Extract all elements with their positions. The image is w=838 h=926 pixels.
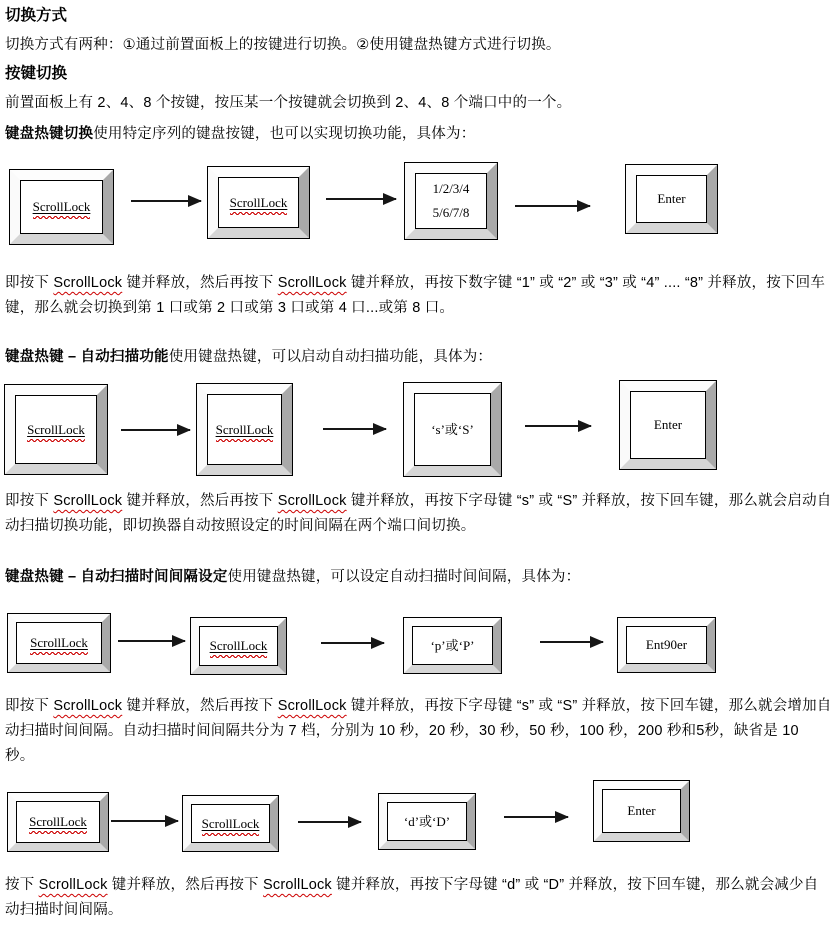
- arrow-right-icon: [121, 429, 190, 431]
- keycap-face: [412, 626, 493, 665]
- arrow-right-icon: [118, 640, 185, 642]
- paragraph-hotkey-lead: 键盘热键切换使用特定序列的键盘按键，也可以实现切换功能，具体为：: [5, 126, 476, 142]
- arrow-right-icon: [298, 821, 361, 823]
- arrow-right-icon: [504, 816, 568, 818]
- arrow-right-icon: [515, 205, 590, 207]
- paragraph-interval-lead: 键盘热键 – 自动扫描时间间隔设定使用键盘热键，可以设定自动扫描时间间隔，具体为：: [5, 569, 581, 585]
- keycap-label: Enter: [627, 803, 656, 818]
- keycap-scrolllock: [10, 170, 113, 244]
- paragraph-seq2: 即按下 ScrollLock 键并释放，然后再按下 ScrollLock 键并释放，再按下字母键 “s” 或 “S” 并释放，按下回车键，那么就会启动自动扫描切换功能，即切换器自动按照设定的时间间隔在两个端口间切换。: [5, 493, 832, 534]
- keycap-label: ‘s’或‘S’: [431, 421, 474, 437]
- keycap-label: Enter: [657, 191, 686, 206]
- keycap-label: ScrollLock: [30, 635, 88, 650]
- keycap-scrolllock: [8, 614, 110, 672]
- keycap-label: ScrollLock: [229, 194, 288, 210]
- keycap-face: [16, 622, 102, 664]
- keycap-enter: [594, 781, 689, 841]
- keycap-scrolllock: [5, 385, 107, 474]
- keycap-enter: [620, 381, 716, 469]
- paragraph-seq1: 即按下 ScrollLock 键并释放，然后再按下 ScrollLock 键并释放，再按下数字键 “1” 或 “2” 或 “3” 或 “4” .... “8” 并释放，按下回车键，那么就会切换到第 1 口或第 2 口或第 3 口或第 4 口...或第 8 口。: [5, 275, 826, 316]
- keycap-face: [15, 395, 97, 464]
- keycap-enter: [626, 165, 717, 233]
- keycap-letter-d: [379, 794, 475, 849]
- arrow-right-icon: [131, 200, 201, 202]
- keycap-label-2: 5/6/7/8: [432, 204, 470, 220]
- keycap-enter: [618, 618, 715, 672]
- keycap-face: [414, 393, 491, 466]
- heading-button-switch: 按键切换: [5, 65, 68, 82]
- keycap-face: [207, 394, 282, 465]
- keycap-face: [636, 175, 707, 223]
- heading-switch-method: 切换方式: [5, 7, 68, 24]
- keycap-scrolllock: [8, 793, 108, 851]
- keycap-face: [16, 801, 100, 843]
- arrow-right-icon: [326, 198, 396, 200]
- keycap-face: [415, 173, 487, 229]
- keycap-label: ScrollLock: [209, 638, 268, 653]
- paragraph-buttons: 前置面板上有 2、4、8 个按键，按压某一个按键就会切换到 2、4、8 个端口中的一个。: [5, 95, 572, 111]
- keycap-label: Ent90er: [645, 637, 688, 652]
- arrow-right-icon: [321, 642, 384, 644]
- hotkey-sequence-row-2: [5, 380, 832, 477]
- keycap-face: [20, 180, 103, 234]
- keycap-scrolllock: [191, 618, 286, 674]
- keycap-scrolllock: [208, 167, 309, 238]
- keycap-face: [199, 626, 278, 666]
- keycap-face: [626, 626, 707, 664]
- keycap-face: [191, 804, 270, 843]
- keycap-label: ‘d’或‘D’: [403, 813, 451, 829]
- hotkey-sequence-row-4: [5, 779, 832, 865]
- keycap-face: [602, 789, 681, 833]
- arrow-right-icon: [525, 425, 591, 427]
- arrow-right-icon: [111, 820, 178, 822]
- keycap-label: ScrollLock: [215, 421, 274, 437]
- keycap-label: 1/2/3/4: [432, 181, 470, 197]
- paragraph-scan-lead: 键盘热键 – 自动扫描功能使用键盘热键，可以启动自动扫描功能，具体为：: [5, 349, 493, 365]
- paragraph-seq4: 按下 ScrollLock 键并释放，然后再按下 ScrollLock 键并释放，再按下字母键 “d” 或 “D” 并释放，按下回车键，那么就会减少自动扫描时间间隔。: [5, 877, 819, 918]
- keycap-label: ScrollLock: [29, 814, 87, 829]
- keycap-face: [387, 802, 467, 841]
- keycap-letter-p: [404, 618, 501, 673]
- hotkey-sequence-row-1: [5, 161, 832, 249]
- paragraph-intro: 切换方式有两种：①通过前置面板上的按键进行切换。②使用键盘热键方式进行切换。: [5, 37, 561, 53]
- keycap-label: ScrollLock: [32, 199, 91, 214]
- keycap-number: [405, 163, 497, 239]
- keycap-label: ScrollLock: [201, 815, 260, 831]
- keycap-label: ‘p’或‘P’: [430, 637, 475, 653]
- keycap-label: Enter: [653, 417, 683, 432]
- keycap-letter-s: [404, 383, 501, 476]
- hotkey-sequence-row-3: [5, 608, 832, 678]
- arrow-right-icon: [540, 641, 603, 643]
- keycap-label: ScrollLock: [27, 421, 85, 437]
- keycap-scrolllock: [183, 796, 278, 851]
- paragraph-seq3: 即按下 ScrollLock 键并释放，然后再按下 ScrollLock 键并释放，再按下字母键 “s” 或 “S” 并释放，按下回车键，那么就会增加自动扫描时间间隔。自动扫描时间间隔共分为 7 档，分别为 10 秒，20 秒，30 秒，50 秒，100 秒，200 秒和5秒，缺省是 10 秒。: [5, 698, 832, 764]
- arrow-right-icon: [323, 428, 386, 430]
- keycap-face: [218, 177, 299, 228]
- keycap-scrolllock: [197, 384, 292, 475]
- keycap-face: [630, 391, 706, 459]
